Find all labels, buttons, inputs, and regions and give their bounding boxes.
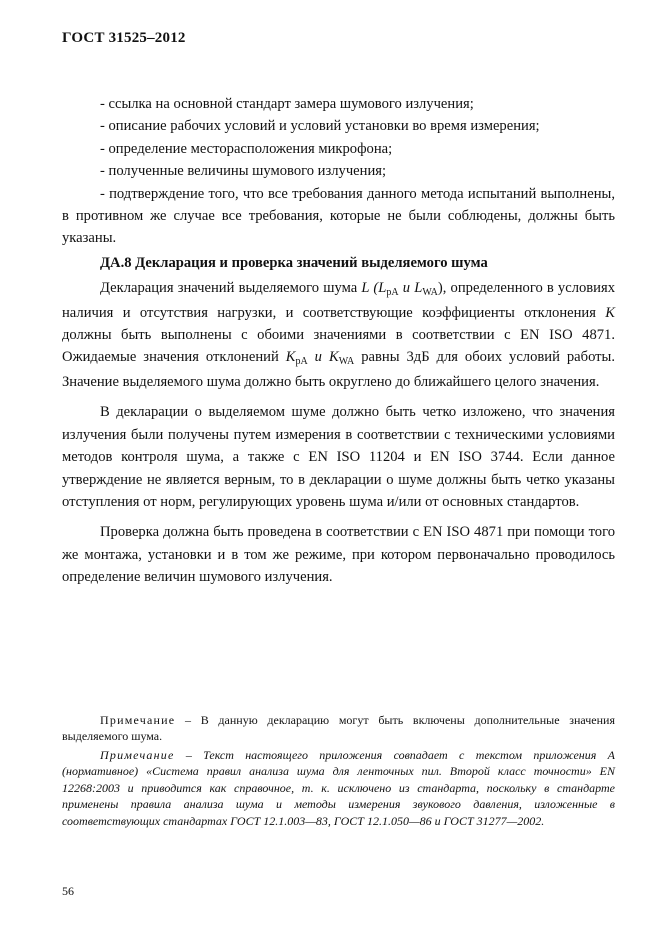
main-text: [62, 93, 615, 589]
paragraph-declaration: Декларация значений выделяемого шума L ($L_{pA}$ и $L_{WA}$), определенного в условиях наличия и отсутствия нагрузки, и соответствующие коэффициенты отклонения К должны быть выполнены с обоими значениями в соответствии с EN ISO 4871. Ожидаемые значения отклонений $K_{pA}$ и $K_{WA}$ равны 3дБ для обоих условий работы. Значение выделяемого шума должно быть округлено до ближайшего целого значения.: [62, 280, 616, 390]
list-item: - полученные величины шумового излучения;: [100, 163, 387, 180]
page-header-title: ГОСТ 31525–2012: [62, 30, 186, 46]
final-note-text: – Текст настоящего приложения совпадает с текстом приложения А (нормативное) «Система правил анализа шума для ленточных пил. Второй класс точности» EN 12268:2003 и приводится как справочное, т. к. исключено из стандарта, поскольку в стандарте применены правила анализа шума и методы измерения звукового давления, изложенные в соответствующих стандартах ГОСТ 12.1.003—83, ГОСТ 12.1.050—86 и ГОСТ 31277—2002.: [62, 748, 615, 828]
section-heading: ДА.8 Декларация и проверка значений выделяемого шума: [100, 254, 488, 271]
note-label: Примечание: [100, 713, 176, 727]
list-item: - описание рабочих условий и условий установки во время измерения;: [100, 118, 540, 135]
final-note: [62, 747, 615, 829]
note: [62, 712, 615, 744]
note-text: – В данную декларацию могут быть включены дополнительные значения выделяемого шума.: [62, 713, 615, 743]
page-number: 56: [62, 884, 74, 898]
final-note-label: Примечание: [100, 748, 175, 762]
list-item: - определение месторасположения микрофона;: [100, 140, 393, 157]
list-item: - подтверждение того, что все требования данного метода испытаний выполнены, в противном же случае все требования, которые не были соблюдены, должны быть указаны.: [62, 185, 615, 247]
paragraph-declaration-content: В декларации о выделяемом шуме должно быть четко изложено, что значения излучения были получены путем измерения в соответствии с техническими условиями методов контроля шума, а также с EN ISO 11204 и EN ISO 3744. Если данное утверждение не является верным, то в декларации о шуме должны быть четко указаны отступления от норм, регулирующих уровень шума и/или от основных стандартов.: [62, 404, 615, 510]
list-item: - ссылка на основной стандарт замера шумового излучения;: [100, 96, 474, 112]
paragraph-verification: Проверка должна быть проведена в соответствии с EN ISO 4871 при помощи того же монтажа, установки и в том же режиме, при котором первоначально проводилось определение величин шумового излучения.: [62, 524, 615, 586]
